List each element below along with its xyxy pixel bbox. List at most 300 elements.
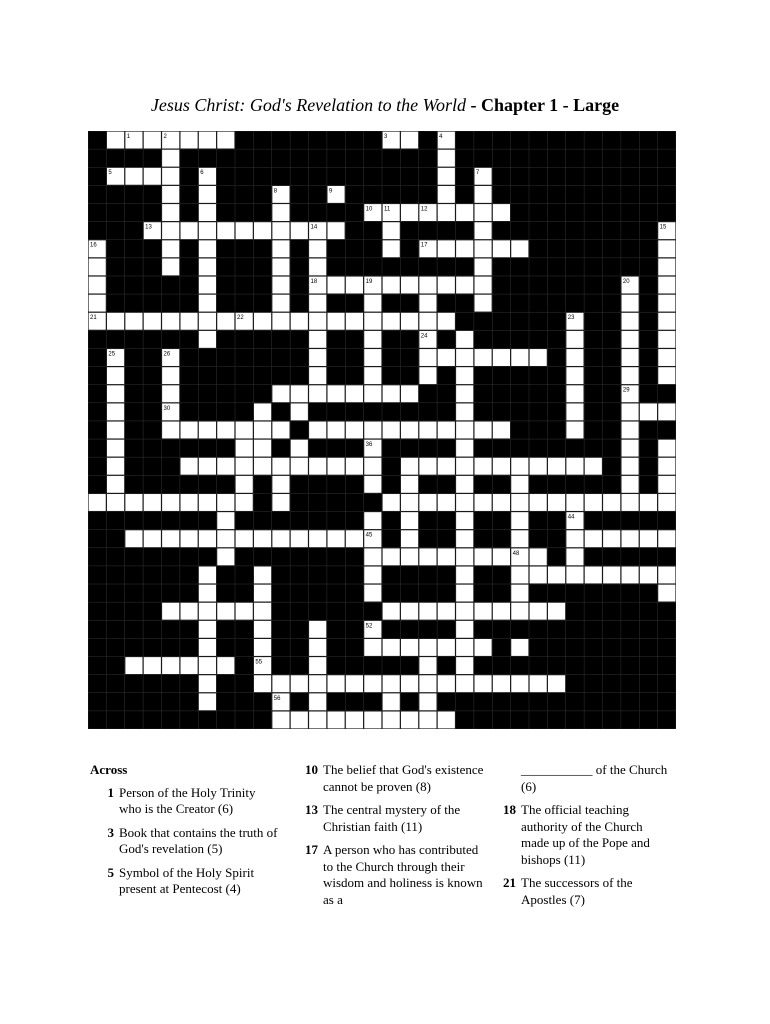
grid-cell[interactable] [364, 331, 381, 348]
grid-cell[interactable] [291, 530, 308, 547]
grid-cell[interactable] [621, 295, 638, 312]
grid-cell[interactable] [327, 313, 344, 330]
grid-cell[interactable] [511, 639, 528, 656]
grid-cell[interactable] [456, 530, 473, 547]
grid-cell[interactable] [658, 403, 675, 420]
grid-cell[interactable] [180, 458, 197, 475]
grid-cell[interactable] [144, 657, 161, 674]
grid-cell[interactable] [419, 458, 436, 475]
grid-cell[interactable] [107, 403, 124, 420]
grid-cell[interactable] [309, 693, 326, 710]
grid-cell[interactable] [419, 349, 436, 366]
grid-cell[interactable] [456, 675, 473, 692]
grid-cell[interactable] [327, 711, 344, 728]
grid-cell[interactable] [346, 313, 363, 330]
grid-cell[interactable] [144, 168, 161, 185]
grid-cell[interactable] [217, 657, 234, 674]
grid-cell[interactable] [456, 548, 473, 565]
grid-cell[interactable] [474, 349, 491, 366]
grid-cell[interactable] [162, 603, 179, 620]
grid-cell[interactable] [309, 639, 326, 656]
grid-cell[interactable] [199, 222, 216, 239]
grid-cell[interactable] [217, 222, 234, 239]
grid-cell[interactable] [438, 422, 455, 439]
grid-cell[interactable] [621, 422, 638, 439]
grid-cell[interactable] [383, 711, 400, 728]
grid-cell[interactable] [474, 639, 491, 656]
grid-cell[interactable] [585, 494, 602, 511]
grid-cell[interactable] [125, 168, 142, 185]
grid-cell[interactable] [566, 530, 583, 547]
grid-cell[interactable] [419, 603, 436, 620]
grid-cell[interactable] [474, 603, 491, 620]
grid-cell[interactable] [272, 458, 289, 475]
grid-cell[interactable] [89, 295, 106, 312]
grid-cell[interactable] [658, 367, 675, 384]
grid-cell[interactable] [383, 603, 400, 620]
grid-cell[interactable] [272, 675, 289, 692]
grid-cell[interactable] [401, 548, 418, 565]
grid-cell[interactable] [585, 567, 602, 584]
grid-cell[interactable] [456, 277, 473, 294]
grid-cell[interactable] [236, 530, 253, 547]
grid-cell[interactable] [566, 331, 583, 348]
grid-cell[interactable] [419, 422, 436, 439]
grid-cell[interactable] [254, 458, 271, 475]
grid-cell[interactable] [658, 349, 675, 366]
grid-cell[interactable] [401, 711, 418, 728]
grid-cell[interactable] [309, 295, 326, 312]
grid-cell[interactable] [217, 512, 234, 529]
grid-cell[interactable] [272, 422, 289, 439]
grid-cell[interactable] [530, 675, 547, 692]
grid-cell[interactable] [493, 422, 510, 439]
grid-cell[interactable] [456, 440, 473, 457]
grid-cell[interactable] [566, 367, 583, 384]
grid-cell[interactable] [456, 476, 473, 493]
grid-cell[interactable] [658, 458, 675, 475]
grid-cell[interactable] [456, 585, 473, 602]
grid-cell[interactable] [401, 458, 418, 475]
grid-cell[interactable] [621, 367, 638, 384]
grid-cell[interactable] [199, 331, 216, 348]
grid-cell[interactable] [272, 204, 289, 221]
grid-cell[interactable] [474, 222, 491, 239]
grid-cell[interactable] [383, 494, 400, 511]
grid-cell[interactable] [456, 567, 473, 584]
grid-cell[interactable] [254, 585, 271, 602]
grid-cell[interactable] [346, 530, 363, 547]
grid-cell[interactable] [144, 494, 161, 511]
grid-cell[interactable] [456, 621, 473, 638]
grid-cell[interactable] [621, 349, 638, 366]
grid-cell[interactable] [199, 132, 216, 149]
grid-cell[interactable] [254, 567, 271, 584]
grid-cell[interactable] [162, 258, 179, 275]
grid-cell[interactable] [291, 222, 308, 239]
grid-cell[interactable] [456, 367, 473, 384]
grid-cell[interactable] [383, 422, 400, 439]
grid-cell[interactable] [180, 313, 197, 330]
grid-cell[interactable] [456, 458, 473, 475]
grid-cell[interactable] [272, 258, 289, 275]
grid-cell[interactable] [199, 693, 216, 710]
grid-cell[interactable] [658, 258, 675, 275]
grid-cell[interactable] [640, 567, 657, 584]
grid-cell[interactable] [585, 458, 602, 475]
grid-cell[interactable] [474, 458, 491, 475]
grid-cell[interactable] [199, 277, 216, 294]
grid-cell[interactable] [162, 150, 179, 167]
grid-cell[interactable] [438, 186, 455, 203]
grid-cell[interactable] [180, 530, 197, 547]
grid-cell[interactable] [456, 331, 473, 348]
grid-cell[interactable] [566, 458, 583, 475]
grid-cell[interactable] [309, 240, 326, 257]
grid-cell[interactable] [199, 313, 216, 330]
grid-cell[interactable] [107, 476, 124, 493]
grid-cell[interactable] [493, 675, 510, 692]
grid-cell[interactable] [217, 422, 234, 439]
grid-cell[interactable] [401, 476, 418, 493]
grid-cell[interactable] [493, 349, 510, 366]
grid-cell[interactable] [566, 422, 583, 439]
grid-cell[interactable] [199, 621, 216, 638]
grid-cell[interactable] [493, 548, 510, 565]
grid-cell[interactable] [309, 621, 326, 638]
grid-cell[interactable] [493, 458, 510, 475]
grid-cell[interactable] [603, 530, 620, 547]
grid-cell[interactable] [511, 512, 528, 529]
grid-cell[interactable] [419, 657, 436, 674]
grid-cell[interactable] [254, 621, 271, 638]
grid-cell[interactable] [383, 675, 400, 692]
grid-cell[interactable] [658, 313, 675, 330]
grid-cell[interactable] [621, 567, 638, 584]
grid-cell[interactable] [162, 204, 179, 221]
grid-cell[interactable] [217, 458, 234, 475]
grid-cell[interactable] [383, 313, 400, 330]
grid-cell[interactable] [144, 132, 161, 149]
grid-cell[interactable] [530, 567, 547, 584]
grid-cell[interactable] [456, 512, 473, 529]
grid-cell[interactable] [327, 422, 344, 439]
grid-cell[interactable] [401, 639, 418, 656]
grid-cell[interactable] [309, 530, 326, 547]
grid-cell[interactable] [291, 458, 308, 475]
grid-cell[interactable] [254, 675, 271, 692]
grid-cell[interactable] [309, 331, 326, 348]
grid-cell[interactable] [566, 567, 583, 584]
grid-cell[interactable] [272, 494, 289, 511]
grid-cell[interactable] [199, 295, 216, 312]
grid-cell[interactable] [419, 693, 436, 710]
grid-cell[interactable] [419, 494, 436, 511]
grid-cell[interactable] [236, 603, 253, 620]
grid-cell[interactable] [401, 277, 418, 294]
grid-cell[interactable] [474, 240, 491, 257]
grid-cell[interactable] [107, 458, 124, 475]
grid-cell[interactable] [530, 458, 547, 475]
grid-cell[interactable] [254, 222, 271, 239]
grid-cell[interactable] [438, 168, 455, 185]
grid-cell[interactable] [658, 240, 675, 257]
grid-cell[interactable] [438, 548, 455, 565]
grid-cell[interactable] [621, 403, 638, 420]
grid-cell[interactable] [658, 494, 675, 511]
grid-cell[interactable] [493, 494, 510, 511]
grid-cell[interactable] [291, 711, 308, 728]
grid-cell[interactable] [199, 585, 216, 602]
grid-cell[interactable] [383, 385, 400, 402]
grid-cell[interactable] [180, 132, 197, 149]
grid-cell[interactable] [401, 675, 418, 692]
grid-cell[interactable] [511, 240, 528, 257]
grid-cell[interactable] [474, 494, 491, 511]
grid-cell[interactable] [291, 403, 308, 420]
grid-cell[interactable] [364, 367, 381, 384]
grid-cell[interactable] [309, 258, 326, 275]
grid-cell[interactable] [254, 440, 271, 457]
grid-cell[interactable] [401, 530, 418, 547]
grid-cell[interactable] [511, 675, 528, 692]
grid-cell[interactable] [162, 494, 179, 511]
grid-cell[interactable] [309, 367, 326, 384]
grid-cell[interactable] [383, 240, 400, 257]
grid-cell[interactable] [438, 150, 455, 167]
grid-cell[interactable] [346, 458, 363, 475]
grid-cell[interactable] [309, 657, 326, 674]
grid-cell[interactable] [438, 711, 455, 728]
grid-cell[interactable] [438, 458, 455, 475]
grid-cell[interactable] [438, 639, 455, 656]
grid-cell[interactable] [438, 204, 455, 221]
grid-cell[interactable] [254, 603, 271, 620]
grid-cell[interactable] [621, 494, 638, 511]
grid-cell[interactable] [548, 494, 565, 511]
grid-cell[interactable] [658, 567, 675, 584]
grid-cell[interactable] [621, 440, 638, 457]
grid-cell[interactable] [309, 385, 326, 402]
grid-cell[interactable] [291, 440, 308, 457]
grid-cell[interactable] [254, 422, 271, 439]
grid-cell[interactable] [364, 639, 381, 656]
grid-cell[interactable] [346, 422, 363, 439]
grid-cell[interactable] [548, 675, 565, 692]
grid-cell[interactable] [364, 548, 381, 565]
grid-cell[interactable] [309, 349, 326, 366]
grid-cell[interactable] [162, 422, 179, 439]
grid-cell[interactable] [621, 476, 638, 493]
grid-cell[interactable] [511, 530, 528, 547]
grid-cell[interactable] [383, 548, 400, 565]
grid-cell[interactable] [125, 530, 142, 547]
grid-cell[interactable] [199, 530, 216, 547]
grid-cell[interactable] [364, 567, 381, 584]
grid-cell[interactable] [364, 385, 381, 402]
grid-cell[interactable] [621, 313, 638, 330]
grid-cell[interactable] [309, 675, 326, 692]
grid-cell[interactable] [548, 603, 565, 620]
grid-cell[interactable] [640, 403, 657, 420]
grid-cell[interactable] [162, 385, 179, 402]
grid-cell[interactable] [309, 313, 326, 330]
grid-cell[interactable] [217, 530, 234, 547]
grid-cell[interactable] [364, 313, 381, 330]
grid-cell[interactable] [291, 385, 308, 402]
grid-cell[interactable] [419, 295, 436, 312]
grid-cell[interactable] [621, 331, 638, 348]
grid-cell[interactable] [162, 240, 179, 257]
grid-cell[interactable] [438, 277, 455, 294]
grid-cell[interactable] [419, 367, 436, 384]
grid-cell[interactable] [401, 512, 418, 529]
grid-cell[interactable] [125, 494, 142, 511]
grid-cell[interactable] [585, 530, 602, 547]
grid-cell[interactable] [199, 657, 216, 674]
grid-cell[interactable] [272, 277, 289, 294]
grid-cell[interactable] [272, 295, 289, 312]
grid-cell[interactable] [364, 512, 381, 529]
grid-cell[interactable] [438, 494, 455, 511]
grid-cell[interactable] [327, 277, 344, 294]
grid-cell[interactable] [346, 277, 363, 294]
grid-cell[interactable] [474, 422, 491, 439]
grid-cell[interactable] [658, 476, 675, 493]
grid-cell[interactable] [199, 494, 216, 511]
grid-cell[interactable] [236, 494, 253, 511]
grid-cell[interactable] [162, 657, 179, 674]
grid-cell[interactable] [89, 277, 106, 294]
grid-cell[interactable] [346, 711, 363, 728]
grid-cell[interactable] [511, 349, 528, 366]
grid-cell[interactable] [162, 168, 179, 185]
grid-cell[interactable] [180, 422, 197, 439]
grid-cell[interactable] [438, 603, 455, 620]
grid-cell[interactable] [401, 313, 418, 330]
grid-cell[interactable] [419, 675, 436, 692]
grid-cell[interactable] [162, 530, 179, 547]
grid-cell[interactable] [364, 422, 381, 439]
grid-cell[interactable] [419, 639, 436, 656]
grid-cell[interactable] [346, 675, 363, 692]
grid-cell[interactable] [640, 530, 657, 547]
grid-cell[interactable] [364, 585, 381, 602]
grid-cell[interactable] [107, 367, 124, 384]
grid-cell[interactable] [199, 204, 216, 221]
grid-cell[interactable] [107, 132, 124, 149]
grid-cell[interactable] [603, 567, 620, 584]
grid-cell[interactable] [236, 440, 253, 457]
grid-cell[interactable] [383, 277, 400, 294]
grid-cell[interactable] [658, 331, 675, 348]
grid-cell[interactable] [474, 675, 491, 692]
grid-cell[interactable] [401, 603, 418, 620]
grid-cell[interactable] [456, 422, 473, 439]
grid-cell[interactable] [217, 132, 234, 149]
grid-cell[interactable] [456, 639, 473, 656]
grid-cell[interactable] [199, 186, 216, 203]
grid-cell[interactable] [327, 458, 344, 475]
grid-cell[interactable] [658, 530, 675, 547]
grid-cell[interactable] [180, 657, 197, 674]
grid-cell[interactable] [530, 603, 547, 620]
grid-cell[interactable] [236, 222, 253, 239]
grid-cell[interactable] [364, 458, 381, 475]
grid-cell[interactable] [456, 603, 473, 620]
grid-cell[interactable] [401, 132, 418, 149]
grid-cell[interactable] [603, 494, 620, 511]
grid-cell[interactable] [456, 385, 473, 402]
grid-cell[interactable] [199, 258, 216, 275]
grid-cell[interactable] [383, 222, 400, 239]
grid-cell[interactable] [530, 349, 547, 366]
grid-cell[interactable] [180, 494, 197, 511]
grid-cell[interactable] [107, 440, 124, 457]
grid-cell[interactable] [548, 458, 565, 475]
grid-cell[interactable] [566, 548, 583, 565]
grid-cell[interactable] [272, 385, 289, 402]
grid-cell[interactable] [566, 494, 583, 511]
grid-cell[interactable] [272, 222, 289, 239]
grid-cell[interactable] [401, 204, 418, 221]
grid-cell[interactable] [474, 186, 491, 203]
grid-cell[interactable] [199, 422, 216, 439]
grid-cell[interactable] [254, 403, 271, 420]
grid-cell[interactable] [401, 422, 418, 439]
grid-cell[interactable] [364, 711, 381, 728]
grid-cell[interactable] [199, 639, 216, 656]
grid-cell[interactable] [493, 204, 510, 221]
grid-cell[interactable] [291, 675, 308, 692]
grid-cell[interactable] [419, 548, 436, 565]
grid-cell[interactable] [162, 222, 179, 239]
grid-cell[interactable] [474, 277, 491, 294]
grid-cell[interactable] [566, 349, 583, 366]
grid-cell[interactable] [456, 349, 473, 366]
grid-cell[interactable] [474, 204, 491, 221]
grid-cell[interactable] [511, 603, 528, 620]
grid-cell[interactable] [327, 530, 344, 547]
grid-cell[interactable] [327, 385, 344, 402]
grid-cell[interactable] [236, 476, 253, 493]
grid-cell[interactable] [144, 530, 161, 547]
grid-cell[interactable] [254, 639, 271, 656]
grid-cell[interactable] [327, 675, 344, 692]
grid-cell[interactable] [217, 603, 234, 620]
grid-cell[interactable] [438, 313, 455, 330]
grid-cell[interactable] [272, 313, 289, 330]
grid-cell[interactable] [199, 567, 216, 584]
grid-cell[interactable] [327, 222, 344, 239]
grid-cell[interactable] [309, 458, 326, 475]
grid-cell[interactable] [107, 422, 124, 439]
grid-cell[interactable] [474, 295, 491, 312]
grid-cell[interactable] [456, 657, 473, 674]
grid-cell[interactable] [254, 530, 271, 547]
grid-cell[interactable] [438, 240, 455, 257]
grid-cell[interactable] [401, 385, 418, 402]
grid-cell[interactable] [272, 530, 289, 547]
grid-cell[interactable] [621, 530, 638, 547]
grid-cell[interactable] [658, 585, 675, 602]
grid-cell[interactable] [548, 567, 565, 584]
grid-cell[interactable] [364, 349, 381, 366]
grid-cell[interactable] [383, 693, 400, 710]
grid-cell[interactable] [199, 603, 216, 620]
grid-cell[interactable] [125, 657, 142, 674]
grid-cell[interactable] [180, 603, 197, 620]
